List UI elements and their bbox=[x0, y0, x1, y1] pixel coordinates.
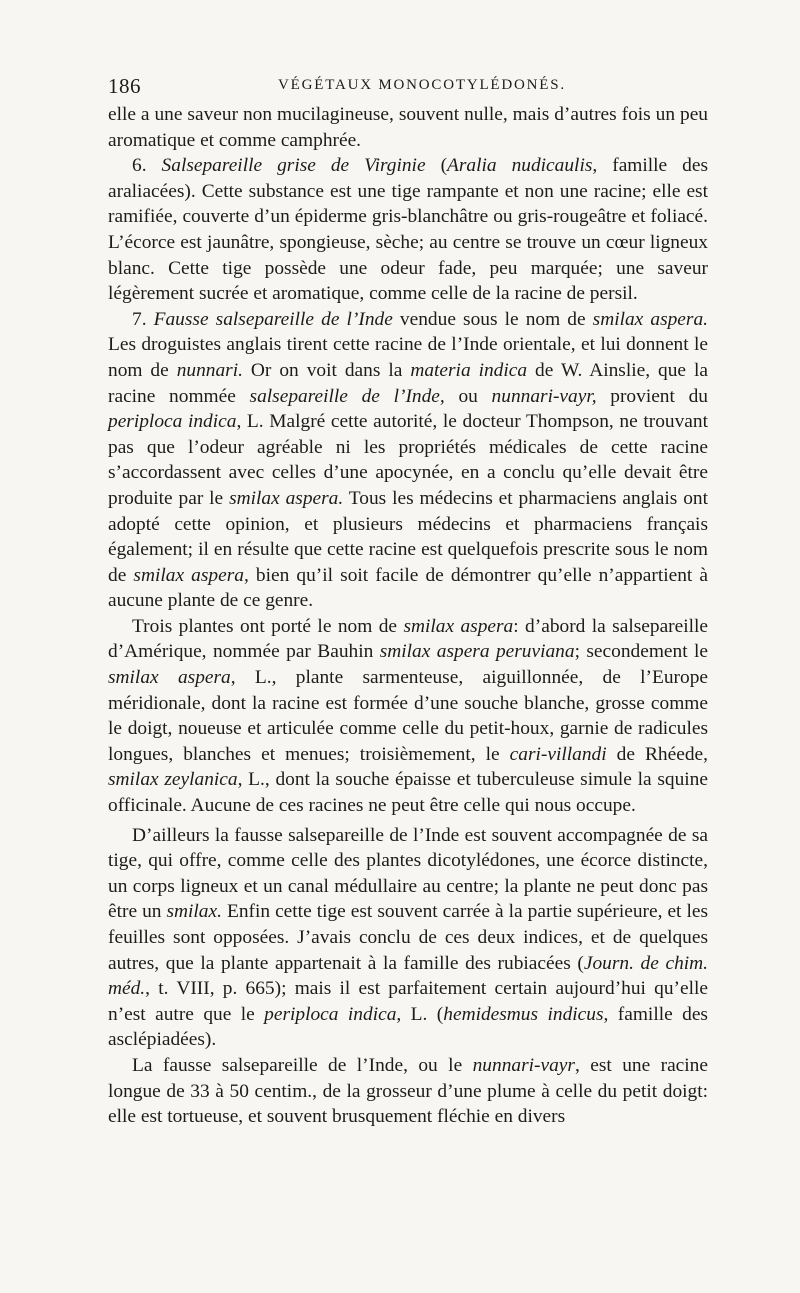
paragraph bbox=[108, 153, 708, 307]
text-run: D’ailleurs la fausse salsepareille de l’Inde est souvent accompagnée de sa tige, qui offre, comme celle des plantes dicotylédones, une écorce distincte, un corps ligneux et un canal médullaire au centre; la plante ne peut donc pas être un bbox=[108, 824, 708, 923]
italic-text: smilax zeylanica bbox=[108, 769, 238, 791]
italic-text: cari-villandi bbox=[509, 743, 607, 765]
italic-text: smilax aspera. bbox=[592, 308, 709, 330]
text-run: , L., dont la souche épaisse et tuberculeuse simule la squine officinale. Aucune de ces racines ne peut être celle qui nous occupe. bbox=[108, 769, 708, 817]
text-run: ou bbox=[444, 385, 492, 407]
italic-text: Aralia nudicaulis bbox=[447, 155, 593, 177]
text-run: , L. Malgré cette autorité, le docteur Thompson, ne trouvant pas que l’odeur agréable ni les propriétés médicales de cette racine s’accordassent avec celles d’une apocynée, en a conclu qu’elle devait être produite par le bbox=[108, 411, 708, 509]
paragraph bbox=[108, 102, 708, 153]
italic-text: materia indica bbox=[410, 359, 528, 381]
italic-text: nunnari-vayr, bbox=[491, 385, 597, 407]
text-run: Les droguistes anglais tirent cette racine de l’Inde orientale, et lui donnent le nom de bbox=[108, 334, 708, 381]
italic-text: smilax. bbox=[166, 901, 222, 923]
running-title: VÉGÉTAUX MONOCOTYLÉDONÉS. bbox=[278, 77, 566, 93]
italic-text: periploca indica bbox=[108, 411, 237, 433]
text-run: ; secondement le bbox=[574, 641, 708, 663]
text-run: , L., plante sarmenteuse, aiguillonnée, de l’Europe méridionale, dont la racine est formée d’une souche blanche, grosse comme le doigt, noueuse et articulée comme celle du petit-houx, garnie de radicules longues, blanches et menues; troisièmement, le bbox=[108, 667, 708, 765]
paragraph bbox=[108, 1053, 708, 1130]
italic-text: nunnari-vayr bbox=[472, 1054, 575, 1076]
page-number: 186 bbox=[108, 74, 141, 98]
page-header bbox=[108, 74, 708, 98]
text-run: provient du bbox=[596, 385, 708, 407]
italic-text: Salsepareille grise de Virginie bbox=[161, 155, 426, 177]
italic-text: smilax aspera bbox=[108, 667, 231, 689]
italic-text: hemidesmus indicus bbox=[443, 1003, 604, 1025]
italic-text: smilax aspera. bbox=[229, 487, 344, 509]
text-run: , t. VIII, p. 665); mais il est parfaitement certain aujourd’hui qu’elle n’est autre que le bbox=[108, 978, 708, 1025]
italic-text: smilax aspera bbox=[403, 615, 514, 637]
text-run: elle a une saveur non mucilagineuse, souvent nulle, mais d’autres fois un peu aromatique et comme camphrée. bbox=[108, 104, 708, 151]
paragraph bbox=[108, 614, 708, 819]
text-run: Enfin cette tige est souvent carrée à la partie supérieure, et les feuilles sont opposées. J’avais conclu de ces deux indices, et de quelques autres, que la plante appartenait à la famille des rubiacées ( bbox=[108, 901, 708, 974]
text-run: vendue sous le nom de bbox=[392, 308, 593, 330]
text-run: : d’abord la salsepareille d’Amérique, nommée par Bauhin bbox=[108, 615, 709, 663]
text-run: , famille des asclépiadées). bbox=[108, 1003, 708, 1051]
text-run: de Rhéede, bbox=[606, 743, 708, 765]
italic-text: periploca indica bbox=[264, 1003, 397, 1025]
paragraph bbox=[108, 823, 708, 1053]
italic-text: smilax aspera peruviana bbox=[379, 641, 575, 663]
body-text bbox=[108, 102, 708, 1130]
text-run: ( bbox=[425, 155, 448, 177]
text-run: de W. Ainslie, que la racine nommée bbox=[108, 359, 708, 407]
text-run: Or on voit dans la bbox=[242, 359, 411, 381]
italic-text: nunnari. bbox=[176, 359, 243, 381]
text-run: La fausse salsepareille de l’Inde, ou le bbox=[132, 1054, 473, 1076]
text-run: Tous les médecins et pharmaciens anglais ont adopté cette opinion, et plusieurs médecins et pharmaciens français également; il en résulte que cette racine est quelquefois prescrite sous le nom de bbox=[108, 487, 708, 586]
text-run: Trois plantes ont porté le nom de bbox=[132, 615, 404, 637]
italic-text: Fausse salsepareille de l’Inde bbox=[153, 308, 393, 330]
text-run: , famille des araliacées). Cette substance est une tige rampante et non une racine; elle est ramifiée, couverte d’un épiderme gris-blanchâtre ou gris-rougeâtre et foliacé. L’écorce est jaunâtre, spongieuse, sèche; au centre se trouve un cœur ligneux blanc. Cette tige possède une odeur fade, peu marquée; une saveur légèrement sucrée et aromatique, comme celle de la racine de persil. bbox=[108, 155, 709, 305]
italic-text: Journ. de chim. méd. bbox=[108, 952, 709, 1000]
text-run: , est une racine longue de 33 à 50 centim., de la grosseur d’une plume à celle du petit doigt: elle est tortueuse, et souvent brusquement fléchie en divers bbox=[108, 1054, 708, 1128]
text-run: 6. bbox=[132, 155, 162, 177]
italic-text: smilax aspera bbox=[133, 564, 244, 586]
paragraph bbox=[108, 307, 708, 614]
text-run: , bien qu’il soit facile de démontrer qu’elle n’appartient à aucune plante de ce genre. bbox=[108, 564, 708, 612]
text-run: , L. ( bbox=[396, 1003, 444, 1025]
text-run: 7. bbox=[132, 308, 154, 330]
italic-text: salsepareille de l’Inde, bbox=[249, 385, 445, 407]
